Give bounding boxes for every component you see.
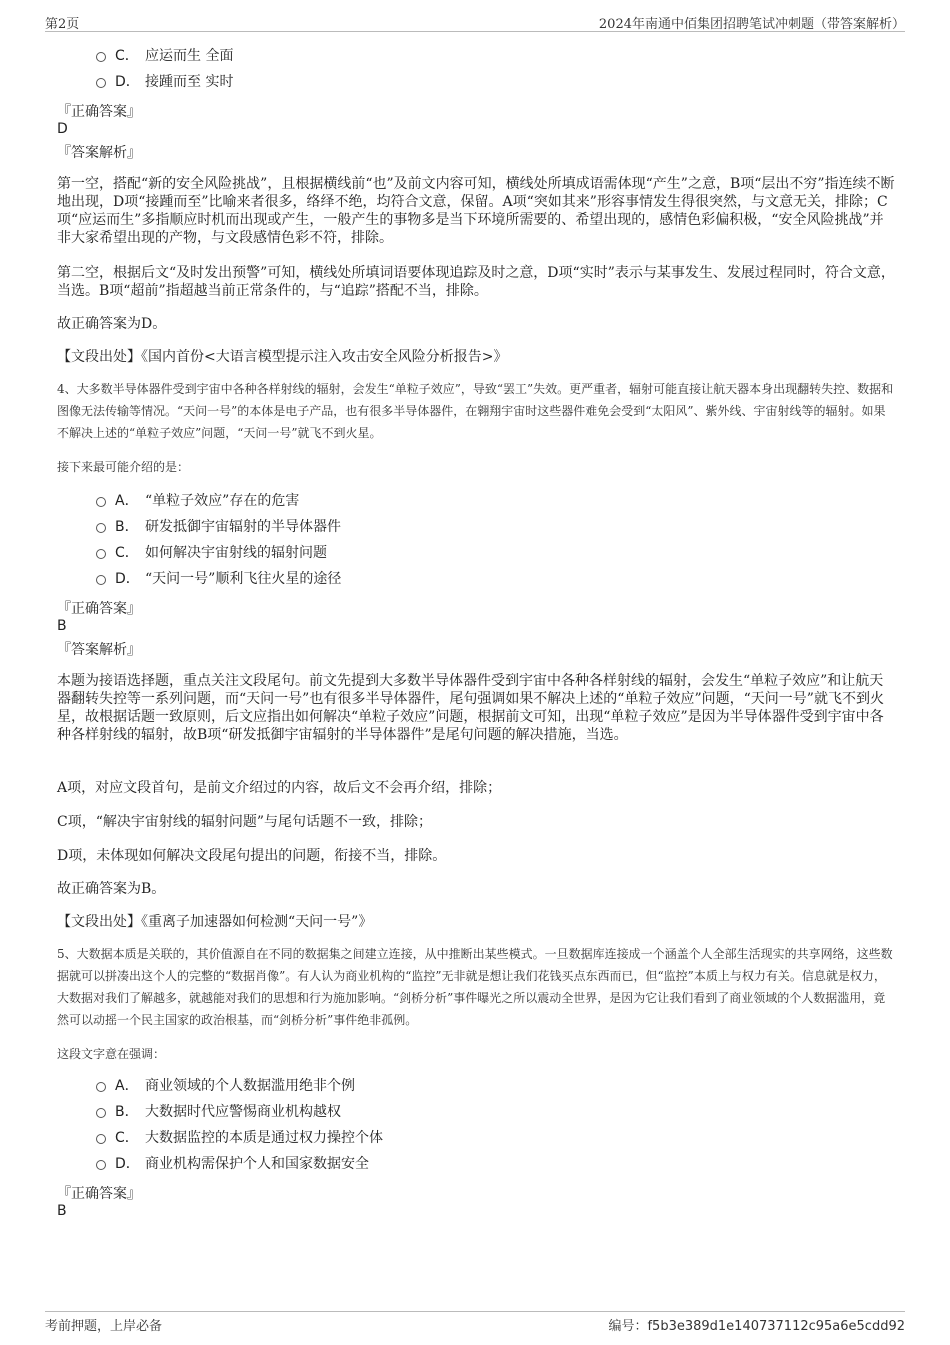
correct-answer-label: 『正确答案』: [57, 1186, 141, 1202]
q4-answer: B: [57, 618, 67, 634]
q5-answer: B: [57, 1203, 67, 1219]
document-title: 2024年南通中佰集团招聘笔试冲刺题（带答案解析）: [598, 17, 905, 32]
correct-answer-label: 『正确答案』: [57, 601, 141, 617]
q5-option-a[interactable]: A． 商业领域的个人数据滥用绝非个例: [96, 1076, 355, 1096]
q5-prompt: 这段文字意在强调：: [57, 1047, 166, 1061]
correct-answer-label: 『正确答案』: [57, 104, 141, 120]
radio-icon[interactable]: [96, 497, 106, 507]
page-footer: [45, 1311, 905, 1334]
q3-source: 【文段出处】《国内首份<大语言模型提示注入攻击安全风险分析报告>》: [57, 349, 508, 365]
q4-prompt: 接下来最可能介绍的是：: [57, 460, 190, 474]
q3-option-d[interactable]: D． 接踵而至 实时: [96, 72, 233, 92]
q4-analysis-p4: D项，未体现如何解决文段尾句提出的问题，衔接不当，排除。: [57, 848, 447, 864]
radio-icon[interactable]: [96, 52, 106, 62]
q5-option-c[interactable]: C． 大数据监控的本质是通过权力操控个体: [96, 1128, 383, 1148]
q3-analysis-p3: 故正确答案为D。: [57, 316, 167, 332]
q4-option-a[interactable]: A． “单粒子效应”存在的危害: [96, 491, 299, 511]
q5-question: 5、大数据本质是关联的，其价值源自在不同的数据集之间建立连接，从中推断出某些模式。一旦数据库连接成一个涵盖个人全部生活现实的共享网络，这些数据就可以拼凑出这个人的完整的“数据肖像”。有人认为商业机构的“监控”无非就是想让我们花钱买点东西而已，但“监控”本质上与权力有关。信息就是权力，大数据对我们了解越多，就越能对我们的思想和行为施加影响。“剑桥分析”事件曝光之所以震动全世界，是因为它让我们看到了商业领域的个人数据滥用，竟然可以动摇一个民主国家的政治根基，而“剑桥分析”事件绝非孤例。: [57, 947, 893, 1027]
q4-source: 【文段出处】《重离子加速器如何检测“天问一号”》: [57, 914, 373, 930]
radio-icon[interactable]: [96, 523, 106, 533]
radio-icon[interactable]: [96, 549, 106, 559]
q3-answer: D: [57, 121, 68, 137]
radio-icon[interactable]: [96, 1160, 106, 1170]
radio-icon[interactable]: [96, 575, 106, 585]
q4-question: 4、大多数半导体器件受到宇宙中各种各样射线的辐射，会发生“单粒子效应”，导致“罢工”失效。更严重者，辐射可能直接让航天器本身出现翻转失控、数据和图像无法传输等情况。“天问一号”的本体是电子产品，也有很多半导体器件，在翱翔宇宙时这些器件难免会受到“太阳风”、紫外线、宇宙射线等的辐射。如果不解决上述的“单粒子效应”问题，“天问一号”就飞不到火星。: [57, 382, 894, 440]
radio-icon[interactable]: [96, 78, 106, 88]
q4-option-d[interactable]: D． “天问一号”顺利飞往火星的途径: [96, 569, 341, 589]
q3-analysis-p1: 第一空，搭配“新的安全风险挑战”，且根据横线前“也”及前文内容可知，横线处所填成语需体现“产生”之意，B项“层出不穷”指连续不断地出现，D项“接踵而至”比喻来者很多，络绎不绝，均符合文意，保留。A项“突如其来”形容事情发生得很突然，与文意无关，排除；C项“应运而生”多指顺应时机而出现或产生，一般产生的事物多是当下环境所需要的、希望出现的，感情色彩偏积极，“安全风险挑战”并非大家希望出现的产物，与文段感情色彩不符，排除。: [57, 176, 895, 246]
analysis-label: 『答案解析』: [57, 642, 141, 658]
q5-option-d[interactable]: D． 商业机构需保护个人和国家数据安全: [96, 1154, 369, 1174]
radio-icon[interactable]: [96, 1134, 106, 1144]
q4-analysis-p2: A项，对应文段首句，是前文介绍过的内容，故后文不会再介绍，排除；: [57, 780, 502, 796]
analysis-label: 『答案解析』: [57, 145, 141, 161]
q3-option-c[interactable]: C． 应运而生 全面: [96, 46, 233, 66]
q4-analysis-p3: C项，“解决宇宙射线的辐射问题”与尾句话题不一致，排除；: [57, 814, 433, 830]
document-code: 编号：f5b3e389d1e140737112c95a6e5cdd92: [608, 1319, 905, 1334]
q3-analysis-p2: 第二空，根据后文“及时发出预警”可知，横线处所填词语要体现追踪及时之意，D项“实时”表示与某事发生、发展过程同时，符合文意，当选。B项“超前”指超越当前正常条件的，与“追踪”搭配不当，排除。: [57, 265, 895, 299]
radio-icon[interactable]: [96, 1082, 106, 1092]
q4-analysis-p1: 本题为接语选择题，重点关注文段尾句。前文先提到大多数半导体器件受到宇宙中各种各样射线的辐射，会发生“单粒子效应”和让航天器翻转失控等一系列问题，而“天问一号”也有很多半导体器件，尾句强调如果不解决上述的“单粒子效应”问题，“天问一号”就飞不到火星，故根据话题一致原则，后文应指出如何解决“单粒子效应”问题，根据前文可知，出现“单粒子效应”是因为半导体器件受到宇宙中各种各样射线的辐射，故B项“研发抵御宇宙辐射的半导体器件”是尾句问题的解决措施，当选。: [57, 673, 884, 743]
footer-slogan: 考前押题，上岸必备: [45, 1319, 163, 1334]
page-header: [45, 11, 905, 32]
q4-option-b[interactable]: B． 研发抵御宇宙辐射的半导体器件: [96, 517, 341, 537]
q4-option-c[interactable]: C． 如何解决宇宙射线的辐射问题: [96, 543, 327, 563]
q5-option-b[interactable]: B． 大数据时代应警惕商业机构越权: [96, 1102, 341, 1122]
q4-analysis-p5: 故正确答案为B。: [57, 881, 166, 897]
page-number: 第2页: [45, 17, 80, 32]
radio-icon[interactable]: [96, 1108, 106, 1118]
